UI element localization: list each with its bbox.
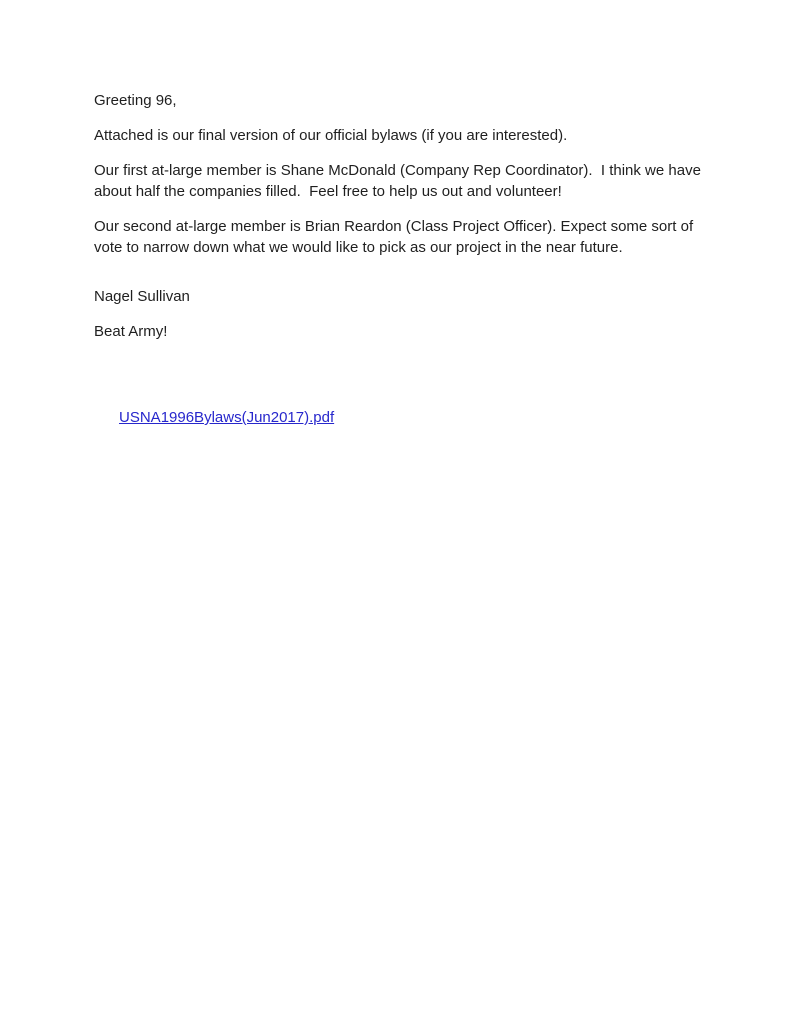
paragraph-attached: Attached is our final version of our official bylaws (if you are interested).	[94, 127, 568, 144]
email-body	[94, 90, 719, 463]
attachment-link[interactable]: USNA1996Bylaws(Jun2017).pdf	[119, 409, 335, 426]
signature-name: Nagel Sullivan	[94, 288, 190, 305]
signoff-line: Beat Army!	[94, 323, 168, 340]
paragraph-first-at-large: Our first at-large member is Shane McDonald (Company Rep Coordinator). I think we have about half the companies filled. Feel free to help us out and volunteer!	[94, 162, 706, 200]
greeting-line: Greeting 96,	[94, 92, 177, 109]
paragraph-second-at-large: Our second at-large member is Brian Reardon (Class Project Officer). Expect some sort of vote to narrow down what we would like to pick as our project in the near future.	[94, 218, 698, 256]
attachment-row	[94, 386, 719, 449]
